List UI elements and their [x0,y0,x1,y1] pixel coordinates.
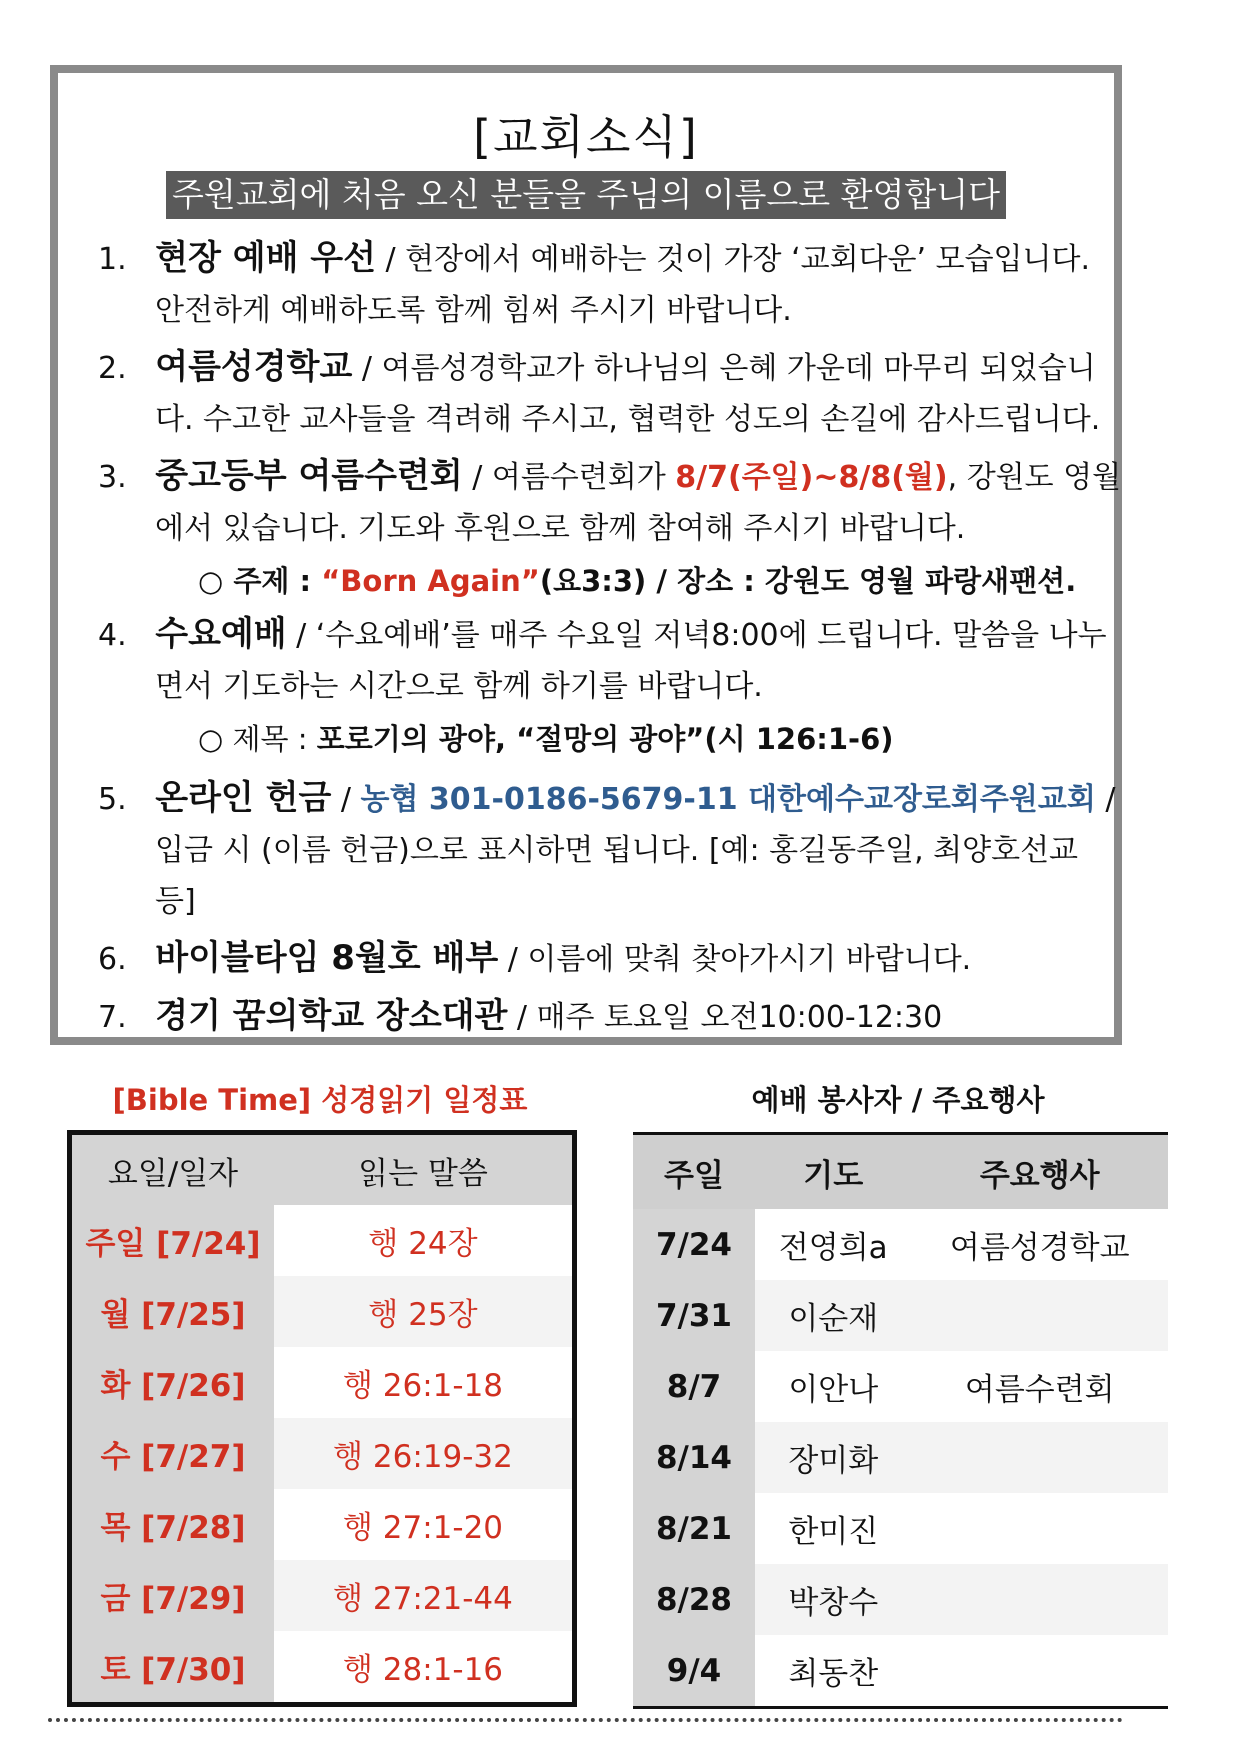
news-item-lead: 현장 예배 우선 [155,238,376,278]
table-row: 7/31 이순재 [633,1280,1168,1351]
welcome-banner: 주원교회에 처음 오신 분들을 주님의 이름으로 환영합니다 [166,171,1006,219]
table-row: 9/4 최동찬 [633,1635,1168,1708]
table-row: 월 [7/25] 행 25장 [70,1276,575,1347]
news-item: 6. 바이블타임 8월호 배부 / 이름에 맞춰 찾아가시기 바랍니다. [98,938,972,978]
news-item-lead: 바이블타임 8월호 배부 [155,938,499,978]
bottom-divider [48,1718,1123,1722]
news-item: 7. 경기 꿈의학교 장소대관 / 매주 토요일 오전10:00-12:30 [98,996,943,1036]
news-item-text: / 현장에서 예배하는 것이 가장 ‘교회다운’ 모습입니다. 안전하게 예배하도록 함께 힘써 주시기 바랍니다. [155,242,1091,328]
table-row: 7/24 전영희a 여름성경학교 [633,1209,1168,1280]
table-row: 8/21 한미진 [633,1493,1168,1564]
bank-account: 농협 301-0186-5679-11 대한예수교장로회주원교회 [360,782,1096,817]
table-row: 8/14 장미화 [633,1422,1168,1493]
table-row: 수 [7/27] 행 26:19-32 [70,1418,575,1489]
table-row: 8/7 이안나 여름수련회 [633,1351,1168,1422]
news-item-lead: 수요예배 [155,614,287,654]
news-item: 1. 현장 예배 우선 / 현장에서 예배하는 것이 가장 ‘교회다운’ 모습입니다. 안전하게 예배하도록 함께 힘써 주시기 바랍니다. [98,238,1091,328]
table-row: 8/28 박창수 [633,1564,1168,1635]
table-row: 화 [7/26] 행 26:1-18 [70,1347,575,1418]
news-item-lead: 온라인 헌금 [155,778,332,818]
servers-table [633,1132,1168,1709]
news-item: 2. 여름성경학교 / 여름성경학교가 하나님의 은혜 가운데 마무리 되었습니다. 수고한 교사들을 격려해 주시고, 협력한 성도의 손길에 감사드립니다. [98,347,1101,437]
retreat-dates: 8/7(주일)~8/8(월) [675,460,948,495]
news-item-lead: 여름성경학교 [155,347,353,387]
news-item-text: / 여름성경학교가 하나님의 은혜 가운데 마무리 되었습니다. 수고한 교사들을 격려해 주시고, 협력한 성도의 손길에 감사드립니다. [155,351,1101,437]
table-header: 요일/일자 [70,1133,275,1206]
news-items [98,233,1128,1043]
retreat-theme-line: ○ 주제 : “Born Again”(요3:3) / 장소 : 강원도 영월 파랑새팬션. [198,564,1077,598]
news-item-lead: 중고등부 여름수련회 [155,456,463,496]
table-header: 주요행사 [911,1134,1168,1210]
news-item-lead: 경기 꿈의학교 장소대관 [155,996,508,1036]
news-item-text: / 매주 토요일 오전10:00-12:30 [507,1000,943,1035]
sermon-title-line: ○ 제목 : 포로기의 광야, “절망의 광야”(시 126:1-6) [198,722,894,756]
table-header: 읽는 말씀 [274,1133,575,1206]
table-row: 주일 [7/24] 행 24장 [70,1205,575,1276]
news-item: 4. 수요예배 / ‘수요예배’를 매주 수요일 저녁8:00에 드립니다. 말씀을 나누면서 기도하는 시간으로 함께 하기를 바랍니다. [98,614,1107,704]
bible-time-title: [Bible Time] 성경읽기 일정표 [112,1083,528,1117]
news-item-text: / ‘수요예배’를 매주 수요일 저녁8:00에 드립니다. 말씀을 나누면서 기도하는 시간으로 함께 하기를 바랍니다. [155,618,1107,704]
news-item-text: / 이름에 맞춰 찾아가시기 바랍니다. [498,942,972,977]
servers-title: 예배 봉사자 / 주요행사 [751,1083,1045,1117]
table-row: 목 [7/28] 행 27:1-20 [70,1489,575,1560]
table-row: 금 [7/29] 행 27:21-44 [70,1560,575,1631]
church-news-box [50,65,1122,1045]
news-title: [교회소식] [473,110,699,164]
table-header: 주일 [633,1134,755,1210]
news-item: 5. 온라인 헌금 / 농협 301-0186-5679-11 대한예수교장로회주원교회 / 입금 시 (이름 헌금)으로 표시하면 됩니다. [예: 홍길동주일, 최양호선교 등] [98,778,1116,919]
table-row: 토 [7/30] 행 28:1-16 [70,1631,575,1705]
table-header: 기도 [755,1134,911,1210]
retreat-theme: “Born Again” [321,564,540,598]
bible-reading-table [67,1130,577,1707]
news-item: 3. 중고등부 여름수련회 / 여름수련회가 8/7(주일)~8/8(월), 강원도 영월에서 있습니다. 기도와 후원으로 함께 참여해 주시기 바랍니다. [98,456,1122,546]
